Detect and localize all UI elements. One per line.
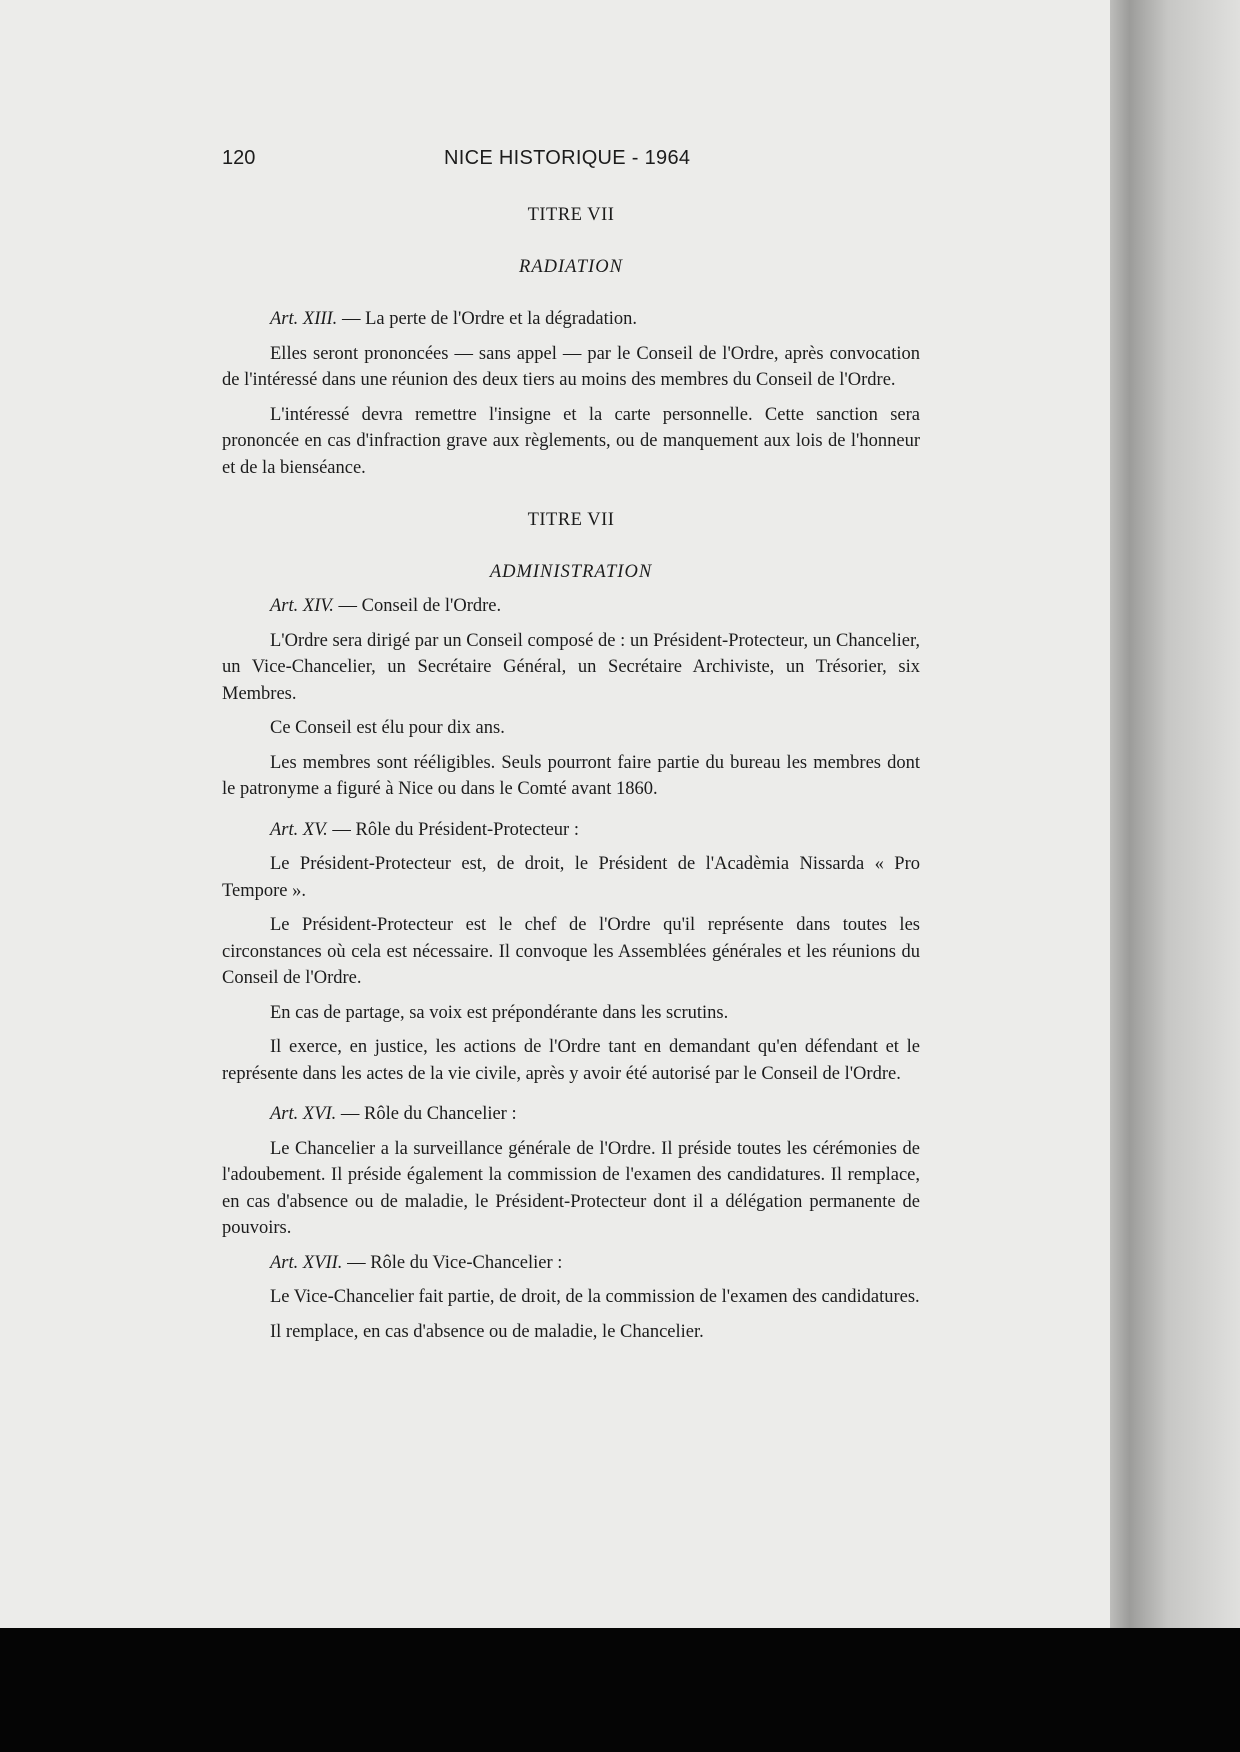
article-heading-xvii [222,1250,920,1277]
paragraph: Le Chancelier a la surveillance générale de l'Ordre. Il préside toutes les cérémonies de l'adoubement. Il préside également la commission de l'examen des candidatures. Il remplace, en cas d'absence ou de maladie, le Président-Protecteur dont il a délégation permanente de pouvoirs. [222,1138,920,1238]
scan-border [0,1628,1240,1752]
paragraph: Elles seront prononcées — sans appel — par le Conseil de l'Ordre, après convocation de l'intéressé dans une réunion des deux tiers au moins des membres du Conseil de l'Ordre. [222,343,920,390]
section-title-radiation: TITRE VII [527,205,615,225]
article-title: — La perte de l'Ordre et la dégradation. [337,309,638,329]
section-title-administration: TITRE VII [527,510,615,530]
page-gutter [1110,0,1240,1628]
article-number: Art. XVI. [270,1104,337,1124]
page-header [222,147,942,177]
paragraph: Les membres sont rééligibles. Seuls pourront faire partie du bureau les membres dont le patronyme a figuré à Nice ou dans le Comté avant 1860. [222,752,920,799]
article-number: Art. XV. [270,819,328,840]
paragraph: Le Président-Protecteur est le chef de l'Ordre qu'il représente dans toutes les circonstances où cela est nécessaire. Il convoque les Assemblées générales et les réunions du Conseil de l'Ordre. [222,915,920,988]
section-subtitle-administration: ADMINISTRATION [489,561,653,582]
article-number: Art. XIV. [270,596,334,616]
article-heading-xiv [222,593,920,620]
paragraph: Le Vice-Chancelier fait partie, de droit, de la commission de l'examen des candidatures. [270,1287,920,1307]
article-title: — Rôle du Chancelier : [336,1104,517,1124]
article-number: Art. XVII. [270,1252,343,1273]
article-heading-xiii [222,306,920,333]
paragraph: Il exerce, en justice, les actions de l'Ordre tant en demandant qu'en défendant et le représente dans les actes de la vie civile, après y avoir été autorisé par le Conseil de l'Ordre. [222,1037,920,1084]
paragraph: L'Ordre sera dirigé par un Conseil composé de : un Président-Protecteur, un Chancelier, un Vice-Chancelier, un Secrétaire Général, un Secrétaire Archiviste, un Trésorier, six Membres. [222,630,920,704]
running-head: NICE HISTORIQUE - 1964 [444,147,691,169]
paragraph: Ce Conseil est élu pour dix ans. [270,718,505,738]
page-number: 120 [222,147,256,169]
page-body [222,202,920,1345]
article-number: Art. XIII. [270,309,338,329]
article-title: — Rôle du Président-Protecteur : [327,819,579,840]
paragraph: Il remplace, en cas d'absence ou de maladie, le Chancelier. [270,1321,704,1342]
section-subtitle-radiation: RADIATION [519,256,623,277]
paragraph: En cas de partage, sa voix est prépondérante dans les scrutins. [270,1002,729,1023]
article-title: — Rôle du Vice-Chancelier : [342,1252,563,1273]
article-heading-xvi [222,1101,920,1128]
paragraph: L'intéressé devra remettre l'insigne et la carte personnelle. Cette sanction sera prononcée en cas d'infraction grave aux règlements, ou de manquement aux lois de l'honneur et de la bienséance. [222,404,920,478]
article-title: — Conseil de l'Ordre. [333,596,502,616]
paragraph: Le Président-Protecteur est, de droit, le Président de l'Acadèmia Nissarda « Pro Tempore ». [222,854,920,901]
article-heading-xv [222,817,920,844]
